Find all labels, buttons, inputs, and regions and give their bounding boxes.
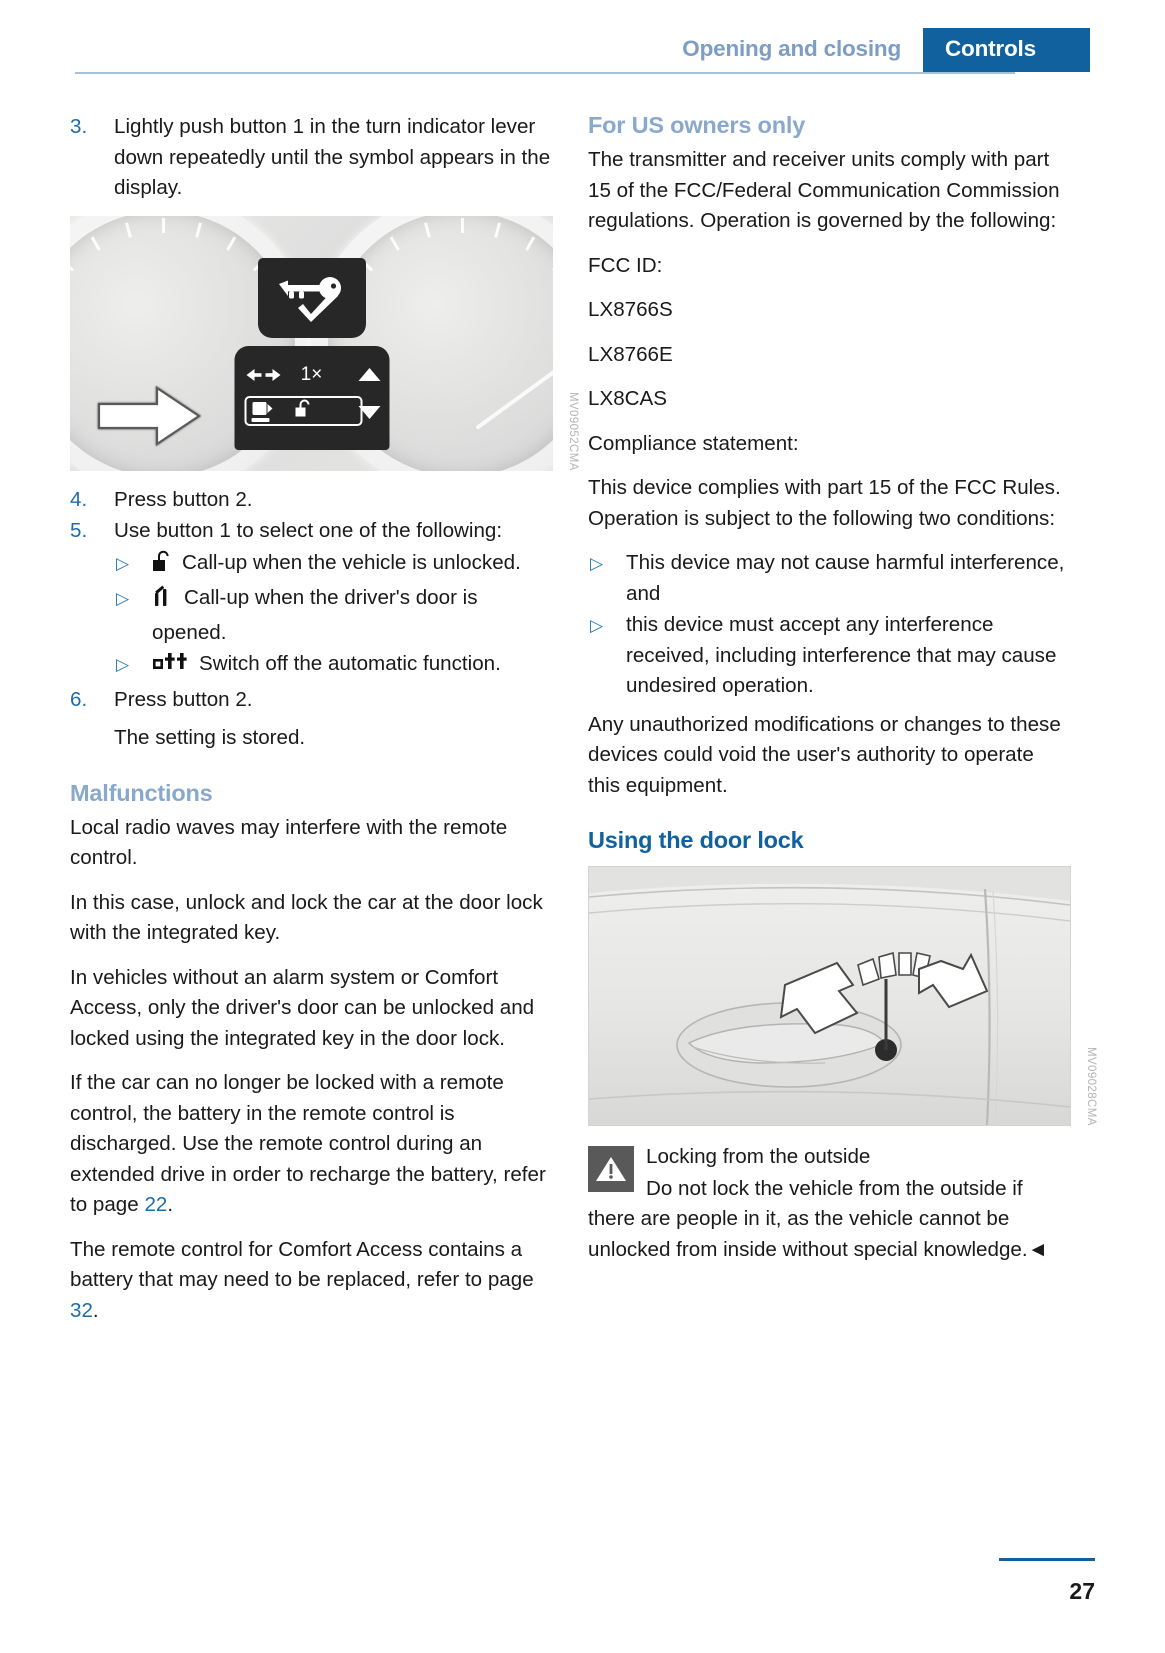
list-item-condition-1	[588, 548, 1071, 609]
list-item-label: this device must accept any interference received, including interference that may cause undesired operation.	[626, 613, 1057, 697]
battery-text-before: If the car can no longer be locked with a remote control, the battery in the remote control is discharged. Use the remote control during an extended drive in order to recharge the battery, refer to page	[70, 1071, 546, 1216]
figure-door-lock	[588, 866, 1097, 1126]
triangle-bullet-icon: ▷	[116, 589, 130, 608]
annotation-arrow-icon	[97, 386, 201, 446]
step-number: 6.	[70, 687, 88, 711]
door-lock-heading: Using the door lock	[588, 827, 804, 853]
step-text: Press button 2.	[114, 487, 253, 511]
figure-watermark: MV09052CMA	[567, 391, 579, 471]
unlocked-padlock-symbol	[152, 549, 174, 583]
triangle-bullet-icon: ▷	[590, 554, 604, 573]
instrument-cluster-illustration	[70, 216, 553, 471]
list-item-switch-off	[114, 649, 553, 683]
comfort-access-paragraph	[70, 1235, 553, 1327]
comfort-text-after: .	[92, 1298, 99, 1322]
warning-block	[588, 1142, 1071, 1265]
battery-paragraph	[70, 1068, 553, 1221]
figure-instrument-cluster	[70, 216, 579, 471]
list-item-label: Call-up when the driver's door is opened.	[152, 586, 478, 644]
footer-divider	[999, 1558, 1095, 1561]
door-opening-symbol	[152, 584, 176, 618]
header-divider	[75, 72, 1015, 74]
lcd-display-panel	[234, 346, 389, 450]
warning-body: Do not lock the vehicle from the outside if there are people in it, as the vehicle cannot be unlocked from inside without special knowledge.	[588, 1176, 1028, 1261]
list-item-label: Switch off the automatic function.	[199, 652, 501, 675]
door-handle-drawing	[589, 867, 1070, 1125]
list-item-unlocked	[114, 548, 553, 583]
step-item-4	[70, 485, 553, 516]
battery-text-after: .	[167, 1193, 174, 1216]
left-column	[70, 112, 579, 1340]
step-item-6	[70, 685, 553, 716]
lcd-unlocked-padlock-icon	[294, 398, 312, 423]
header-section-title: Opening and closing	[682, 36, 901, 61]
page-header	[75, 28, 1090, 74]
list-item-label: This device may not cause harmful interference, and	[626, 551, 1065, 605]
step-6-result: The setting is stored.	[114, 726, 306, 749]
key-symbol-panel	[258, 258, 366, 338]
lcd-up-arrow-icon	[358, 368, 380, 381]
list-item-condition-2	[588, 610, 1071, 702]
step-text: Press button 2.	[114, 687, 253, 711]
triangle-bullet-icon: ▷	[116, 655, 130, 674]
warning-text	[588, 1174, 1071, 1266]
malfunctions-heading: Malfunctions	[70, 779, 213, 806]
lcd-selection-box	[244, 396, 362, 426]
fcc-id-value-3: LX8CAS	[588, 387, 667, 410]
step-item-5	[70, 516, 553, 547]
unauthorized-modifications-paragraph: Any unauthorized modifications or changes to these devices could void the user's authority to operate this equipment.	[588, 712, 1061, 797]
step-number: 4.	[70, 487, 88, 511]
compliance-statement-label: Compliance statement:	[588, 431, 799, 455]
key-with-check-icon	[275, 274, 349, 322]
page-number: 27	[1069, 1578, 1095, 1604]
triangle-bullet-icon: ▷	[590, 616, 604, 635]
malfunctions-paragraph-1: Local radio waves may interfere with the remote control.	[70, 815, 508, 869]
list-item-label: Call-up when the vehicle is unlocked.	[182, 550, 521, 574]
triangle-bullet-icon: ▷	[116, 553, 130, 573]
list-item-door-opened	[114, 583, 553, 648]
fcc-id-value-2: LX8766E	[588, 342, 673, 366]
compliance-statement-text: This device complies with part 15 of the FCC Rules. Operation is subject to the following two conditions:	[588, 476, 1061, 530]
fcc-id-value-1: LX8766S	[588, 298, 673, 321]
step-text: Lightly push button 1 in the turn indicator lever down repeatedly until the symbol appears in the display.	[114, 115, 551, 199]
step-number: 5.	[70, 519, 88, 542]
page-reference-link[interactable]: 22	[144, 1193, 168, 1216]
fcc-conditions-list	[588, 548, 1071, 702]
off-symbol	[152, 649, 192, 683]
selection-options-list	[114, 548, 553, 683]
lcd-repeat-count: 1×	[300, 363, 323, 385]
step-item-3	[70, 112, 553, 204]
malfunctions-paragraph-3: In vehicles without an alarm system or Comfort Access, only the driver's door can be unlocked and locked using the integrated key in the door lock.	[70, 965, 535, 1050]
end-marker: ◄	[1027, 1237, 1048, 1261]
warning-title: Locking from the outside	[646, 1145, 871, 1168]
step-number: 3.	[70, 115, 88, 138]
us-owners-intro: The transmitter and receiver units comply with part 15 of the FCC/Federal Communication Commission regulations. Operation is governed by the following:	[588, 148, 1060, 232]
malfunctions-paragraph-2: In this case, unlock and lock the car at the door lock with the integrated key.	[70, 890, 543, 944]
door-handle-illustration	[588, 866, 1071, 1126]
fcc-id-label: FCC ID:	[588, 253, 663, 277]
us-owners-heading: For US owners only	[588, 112, 806, 138]
right-column	[588, 112, 1097, 1265]
step-text: Use button 1 to select one of the following:	[114, 519, 503, 542]
figure-watermark: MV09028CMA	[1085, 1047, 1097, 1126]
header-chapter-tab: Controls	[923, 28, 1090, 72]
lcd-door-icon	[250, 400, 274, 422]
comfort-text-before: The remote control for Comfort Access contains a battery that may need to be replaced, refer to page	[70, 1237, 534, 1291]
warning-triangle-icon	[588, 1146, 634, 1192]
page-reference-link[interactable]: 32	[70, 1298, 93, 1322]
